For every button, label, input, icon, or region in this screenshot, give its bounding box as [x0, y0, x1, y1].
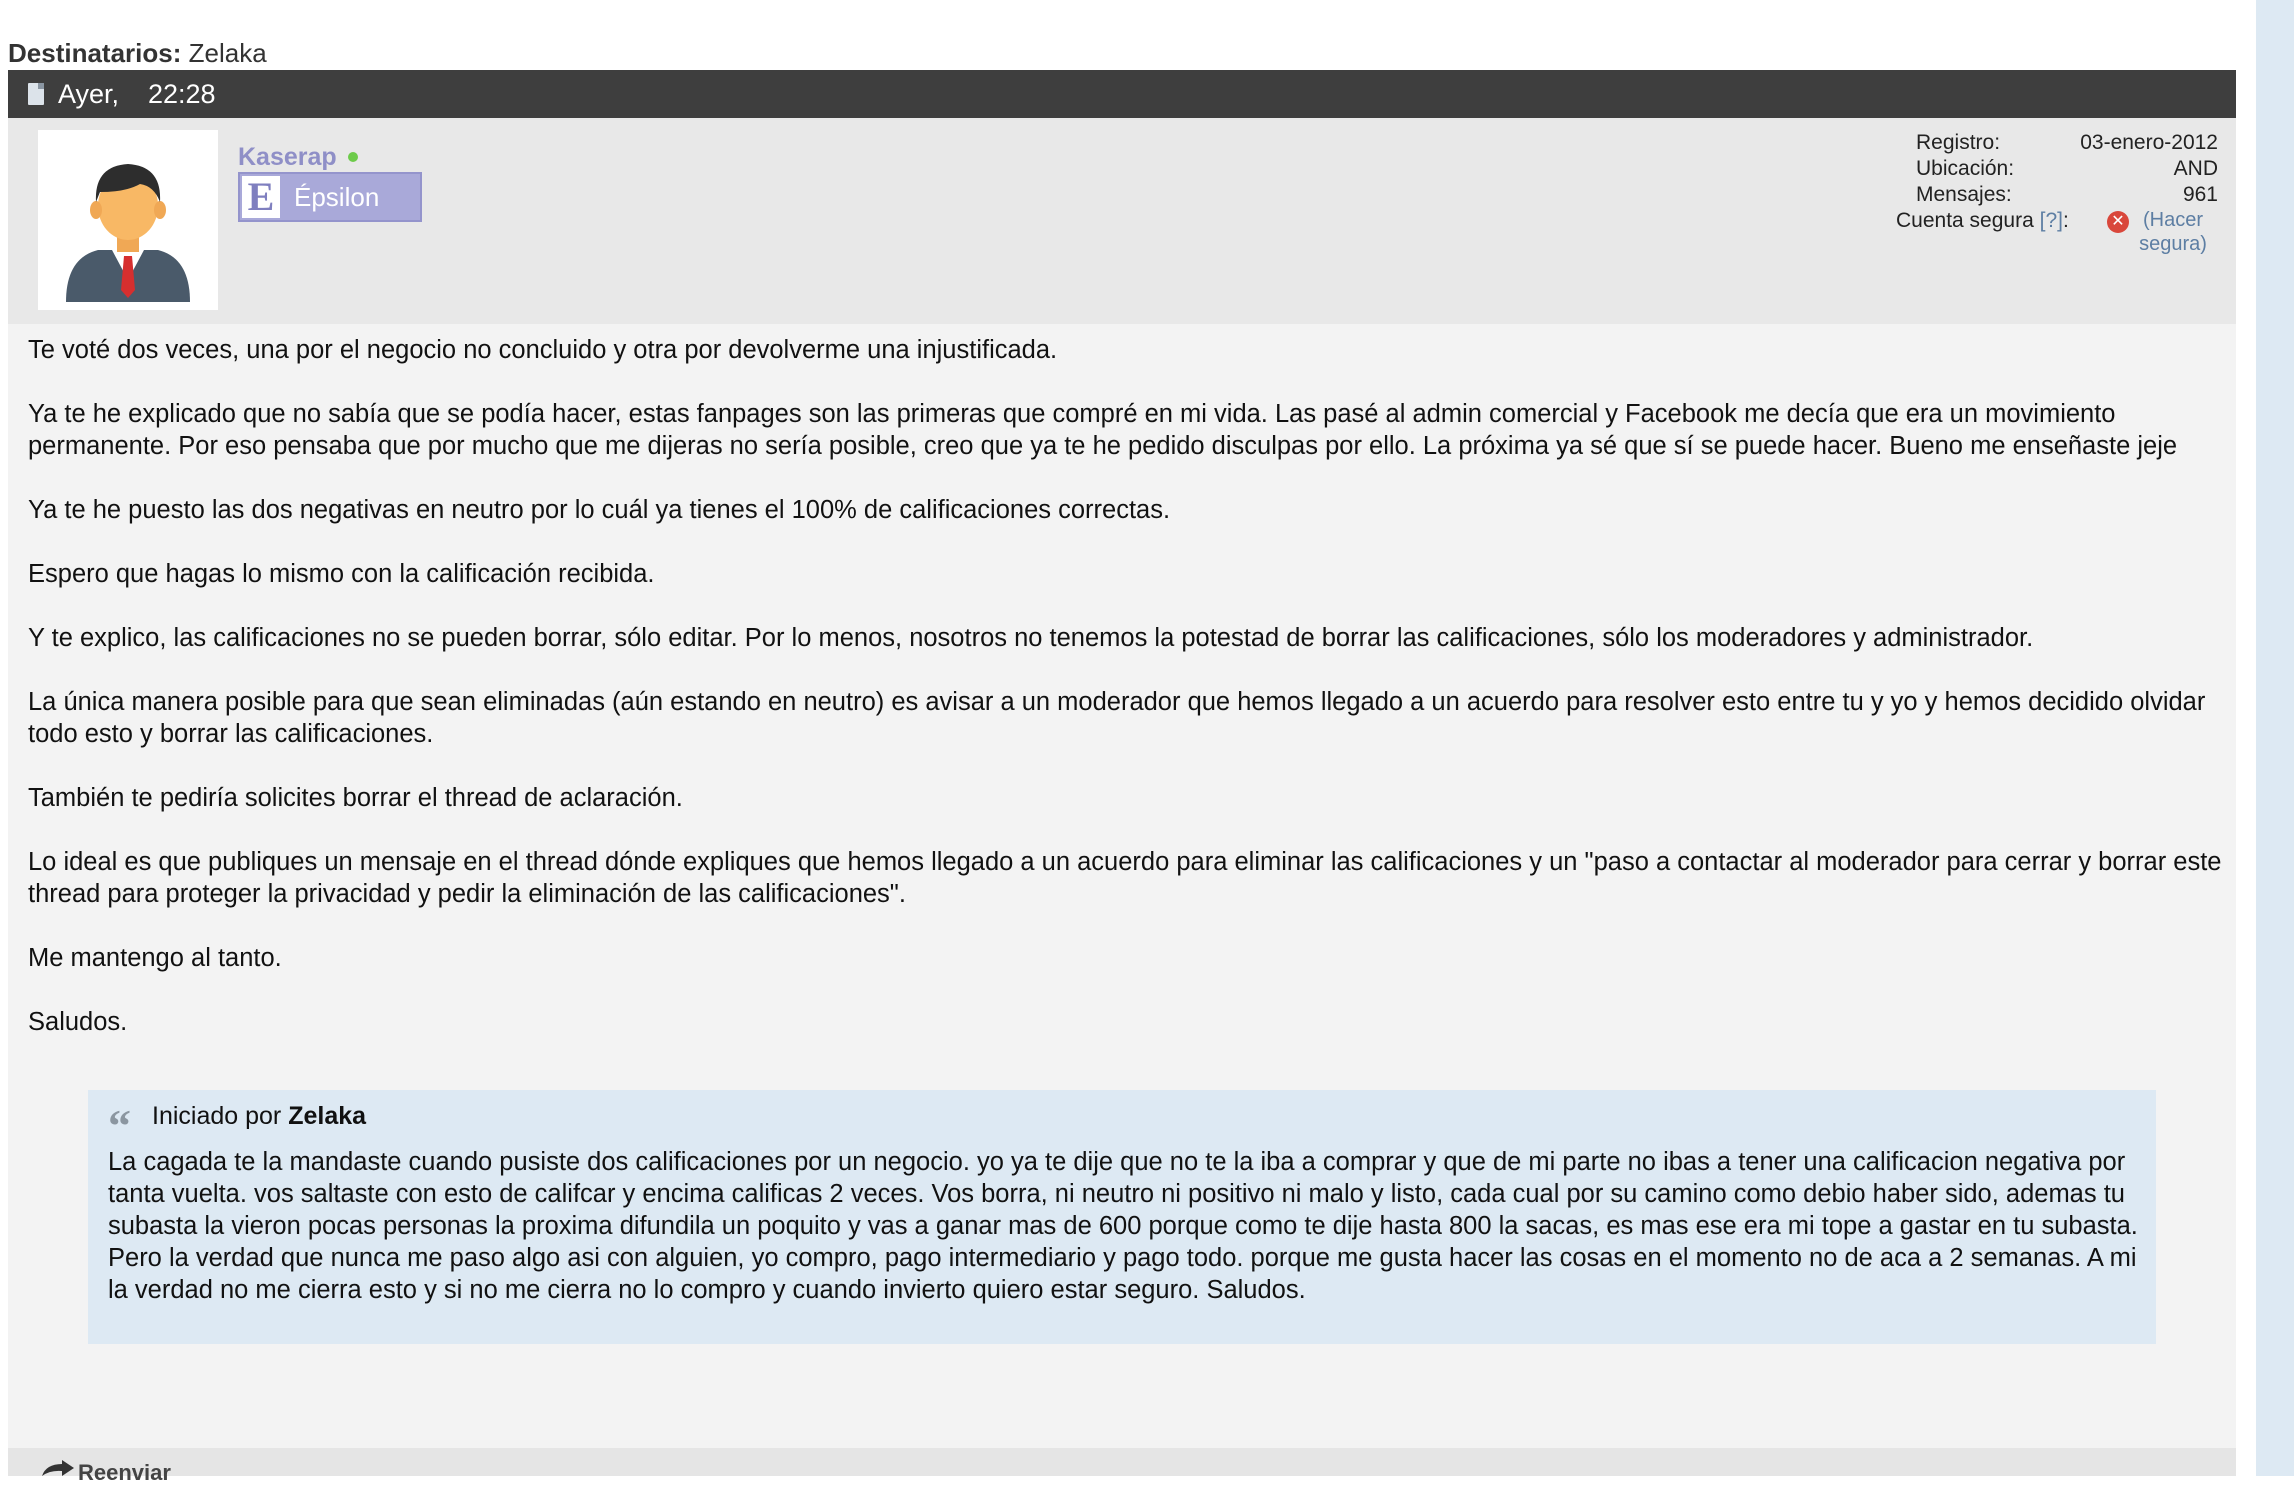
right-edge-strip: [2256, 0, 2294, 1476]
insecure-x-icon: ✕: [2107, 211, 2129, 233]
user-stats: [1880, 130, 2220, 262]
forward-button[interactable]: Reenviar: [78, 1460, 171, 1485]
stat-registro: [1880, 130, 2220, 156]
body-paragraph: Saludos.: [28, 1008, 128, 1036]
recipients-label: Destinatarios:: [8, 38, 182, 68]
quote-block: [88, 1090, 2156, 1344]
quote-header: [152, 1100, 366, 1132]
message-content: [8, 324, 2236, 1448]
footer-actions-bar: [8, 1448, 2236, 1485]
body-paragraph: La única manera posible para que sean eliminadas (aún estando en neutro) es avisar a un moderador que hemos llegado a un acuerdo para resolver esto entre tu y yo y hemos decidido olvidar todo esto y borrar las calificaciones.: [28, 688, 2206, 748]
body-paragraph: También te pediría solicites borrar el thread de aclaración.: [28, 784, 683, 812]
stat-cuenta-segura: [1880, 208, 2220, 262]
quote-text: La cagada te la mandaste cuando pusiste dos calificaciones por un negocio. yo ya te dije que no te la iba a comprar y que de mi parte no ibas a tener una calificacion negativa por tanta vuelta. vos saltaste con esto de califcar y encima calificas 2 veces. Vos borra, ni neutro ni positivo ni malo y listo, cada cual por su camino como debio haber sido, ademas tu subasta la vieron pocas personas la proxima difundila un poquito y vas a ganar mas de 600 porque como te dije hasta 800 la sacas, es mas ese era mi tope a gastar en tu subasta. Pero la verdad que nunca me paso algo asi con alguien, yo compro, pago intermediario y pago todo. porque me gusta hacer las cosas en el momento no de aca a 2 semanas. A mi la verdad no me cierra esto y si no me cierra no lo compro y cuando invierto quiero estar seguro. Saludos.: [108, 1148, 2138, 1304]
recipients-line: [8, 36, 267, 70]
make-secure-line2: segura): [2139, 233, 2207, 255]
avatar[interactable]: [38, 130, 218, 310]
stat-cuenta-label: [1896, 208, 2069, 234]
message-body: [28, 334, 2228, 1070]
quote-author: Zelaka: [288, 1102, 367, 1130]
cuenta-help-link[interactable]: [?]: [2039, 209, 2063, 232]
quote-started-by-label: Iniciado por: [152, 1102, 282, 1130]
stat-mensajes: [1880, 182, 2220, 208]
make-secure-line1: (Hacer: [2142, 209, 2203, 231]
body-paragraph: Ya te he puesto las dos negativas en neutro por lo cuál ya tienes el 100% de calificaciones correctas.: [28, 496, 1171, 524]
stat-ubicacion-value: AND: [2173, 157, 2218, 180]
body-paragraph: Ya te he explicado que no sabía que se podía hacer, estas fanpages son las primeras que compré en mi vida. Las pasé al admin comercial y Facebook me decía que era un movimiento permanente. Por eso pensaba que por mucho que me dijeras no sería posible, creo que ya te he pedido disculpas por ello. La próxima ya sé que sí se puede hacer. Bueno me enseñaste jeje: [28, 400, 2178, 460]
stat-ubicacion: [1880, 156, 2220, 182]
stat-mensajes-value: 961: [2182, 183, 2218, 206]
stat-mensajes-label: Mensajes:: [1916, 183, 2012, 206]
online-status-icon: [348, 152, 358, 162]
make-secure-link[interactable]: [2133, 208, 2213, 256]
body-paragraph: Me mantengo al tanto.: [28, 944, 282, 972]
stat-ubicacion-label: Ubicación:: [1916, 157, 2015, 180]
username-link[interactable]: Kaserap: [238, 143, 337, 171]
recipients-value[interactable]: Zelaka: [188, 38, 267, 68]
quote-icon: “: [108, 1100, 131, 1151]
cuenta-colon: :: [2062, 209, 2069, 232]
message-time: 22:28: [148, 79, 216, 109]
body-paragraph: Te voté dos veces, una por el negocio no concluido y otra por devolverme una injustificada.: [28, 336, 1058, 364]
cuenta-segura-text: Cuenta segura: [1896, 209, 2034, 232]
rank-badge: [238, 172, 422, 222]
user-avatar-icon: [38, 130, 218, 310]
message-date: Ayer,: [58, 79, 120, 109]
forward-icon: [40, 1460, 76, 1478]
stat-registro-value: 03-enero-2012: [2080, 131, 2218, 154]
rank-letter: E: [242, 176, 280, 218]
body-paragraph: Lo ideal es que publiques un mensaje en el thread dónde expliques que hemos llegado a un acuerdo para eliminar las calificaciones y un "paso a contactar al moderador para cerrar y borrar este thread para proteger la privacidad y pedir la eliminación de las calificaciones".: [28, 848, 2222, 908]
rank-name: Épsilon: [294, 182, 380, 212]
stat-registro-label: Registro:: [1916, 131, 2001, 154]
message-header-bar: [8, 70, 2236, 118]
body-paragraph: Y te explico, las calificaciones no se pueden borrar, sólo editar. Por lo menos, nosotros no tenemos la potestad de borrar las calificaciones, sólo los moderadores y administrador.: [28, 624, 2034, 652]
document-icon: [28, 83, 44, 105]
body-paragraph: Espero que hagas lo mismo con la calificación recibida.: [28, 560, 655, 588]
